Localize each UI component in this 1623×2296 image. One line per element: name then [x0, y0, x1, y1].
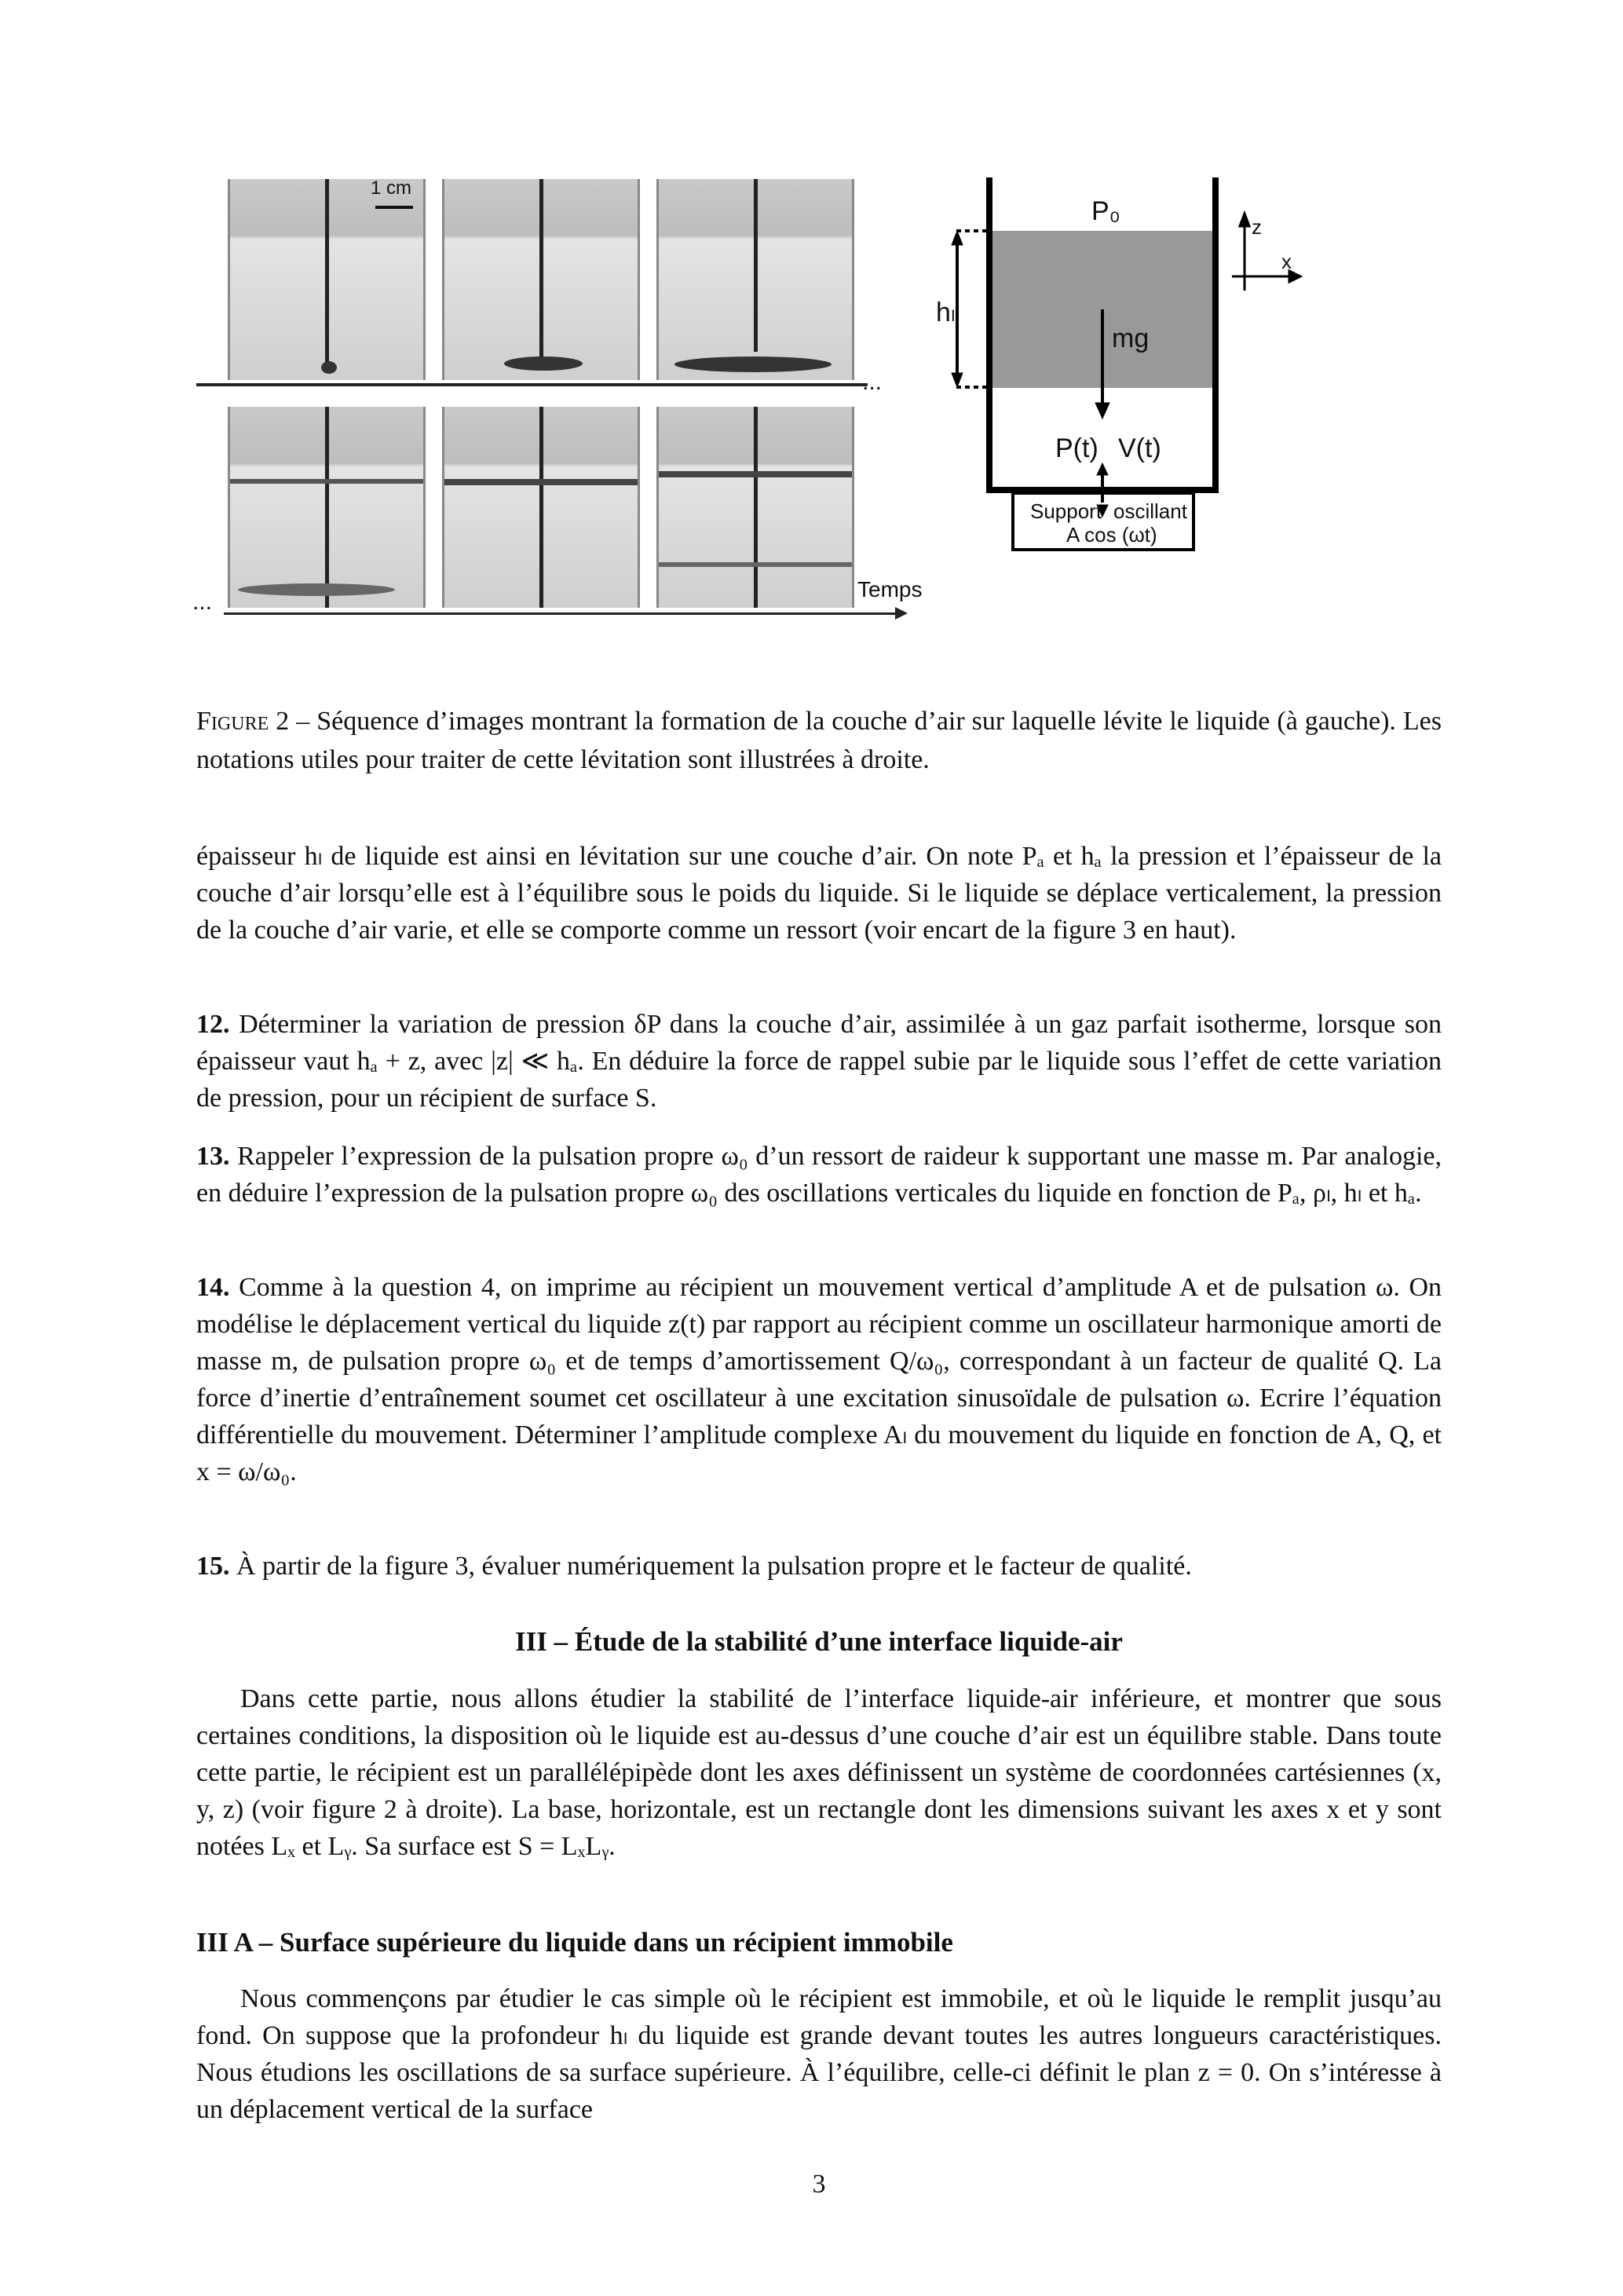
question-number: 14. [196, 1273, 230, 1302]
photo-frame-2 [442, 179, 640, 380]
photo-frame-4 [228, 407, 426, 608]
section-3a-paragraph: Nous commençons par étudier le cas simple où le récipient est immobile, et où le liquide le remplit jusqu’au fond. On suppose que la profondeur hₗ du liquide est grande devant toutes les autres longueurs caractéristiques. Nous étudions les oscillations de sa surface supérieure. À l’équilibre, celle-ci définit le plan z = 0. On s’intéresse à un déplacement vertical de la surface [196, 1984, 1442, 2124]
question-text: Comme à la question 4, on imprime au récipient un mouvement vertical d’amplitude A et de pulsation ω. On modélise le déplacement vertical du liquide z(t) par rapport au récipient comme un oscillateur harmonique amorti de masse m, de pulsation propre ω₀ et de temps d’amortissement Q/ω₀, correspondant à un facteur de qualité Q. La force d’inertie d’entraînement soumet cet oscillateur à une excitation sinusoïdale de pulsation ω. Ecrire l’équation différentielle du mouvement. Déterminer l’amplitude complexe Aₗ du mouvement du liquide en fonction de A, Q, et x = ω/ω₀. [196, 1273, 1442, 1486]
caption-text: – Séquence d’images montrant la formation de la couche d’air sur laquelle lévite le liquide (à gauche). Les notations utiles pour traiter de cette lévitation sont illustrées à droite. [196, 707, 1442, 774]
question-number: 13. [196, 1142, 230, 1171]
photo-frame-5 [442, 407, 640, 608]
question-13 [196, 1138, 1442, 1212]
page-number: 3 [812, 2170, 826, 2199]
question-15 [196, 1548, 1442, 1585]
p0-label: P₀ [1091, 196, 1120, 226]
scale-bar [375, 206, 413, 209]
time-axis [224, 612, 899, 615]
height-marker [952, 231, 989, 387]
axis-z-label: z [1252, 215, 1262, 239]
section-3a-title: III A – Surface supérieure du liquide dans un récipient immobile [196, 1927, 953, 1958]
photo-frame-6 [656, 407, 854, 608]
section-3-paragraph: Dans cette partie, nous allons étudier la stabilité de l’interface liquide-air inférieure, et montrer que sous certaines conditions, la disposition où le liquide est au-dessus d’une couche d’air est un équilibre stable. Dans toute cette partie, le récipient est un parallélépipède dont les axes définissent un système de coordonnées cartésiennes (x, y, z) (voir figure 2 à droite). La base, horizontale, est un rectangle dont les dimensions suivant les axes x et y sont notées Lₓ et Lᵧ. Sa surface est S = LₓLᵧ. [196, 1684, 1442, 1861]
photo-frame-3 [656, 179, 854, 380]
question-number: 12. [196, 1010, 230, 1039]
ellipsis-bottom: ... [192, 589, 213, 615]
diagram-svg [927, 157, 1476, 644]
time-label: Temps [857, 577, 923, 601]
baseline-top [196, 383, 868, 386]
section-3-title: III – Étude de la stabilité d’une interface liquide-air [515, 1626, 1123, 1657]
drive-label: A cos (ωt) [1066, 523, 1157, 547]
pressure-label: P(t) [1055, 433, 1098, 463]
hl-label: hₗ [936, 298, 956, 327]
ellipsis-top: ... [862, 369, 883, 395]
intro-paragraph: épaisseur hₗ de liquide est ainsi en lévitation sur une couche d’air. On note Pₐ et hₐ la pression et l’épaisseur de la couche d’air lorsqu’elle est à l’équilibre sous le poids du liquide. Si le liquide se déplace verticalement, la pression de la couche d’air varie, et elle se comporte comme un ressort (voir encart de la figure 3 en haut). [196, 842, 1442, 945]
axis-x-label: x [1281, 250, 1292, 273]
volume-label: V(t) [1118, 433, 1161, 463]
question-14 [196, 1269, 1442, 1490]
figure-caption [196, 702, 1442, 779]
scale-label: 1 cm [371, 177, 412, 199]
mg-label: mg [1112, 324, 1150, 353]
levitation-diagram [927, 157, 1476, 644]
oscillant-label: oscillant [1113, 499, 1187, 523]
caption-label: Figure 2 [196, 707, 290, 736]
time-arrow-icon [895, 607, 908, 620]
support-label: Support [1030, 499, 1102, 523]
photo-frame-1 [228, 179, 426, 380]
question-text: Déterminer la variation de pression δP dans la couche d’air, assimilée à un gaz parfait isotherme, lorsque son épaisseur vaut hₐ + z, avec |z| ≪ hₐ. En déduire la force de rappel subie par le liquide sous l’effet de cette variation de pression, pour un récipient de surface S. [196, 1010, 1442, 1113]
question-number: 15. [196, 1552, 230, 1581]
question-text: Rappeler l’expression de la pulsation propre ω₀ d’un ressort de raideur k supportant une masse m. Par analogie, en déduire l’expression de la pulsation propre ω₀ des oscillations verticales du liquide en fonction de Pₐ, ρₗ, hₗ et hₐ. [196, 1142, 1442, 1208]
question-text: À partir de la figure 3, évaluer numériquement la pulsation propre et le facteur de qualité. [229, 1552, 1192, 1581]
question-12 [196, 1006, 1442, 1117]
